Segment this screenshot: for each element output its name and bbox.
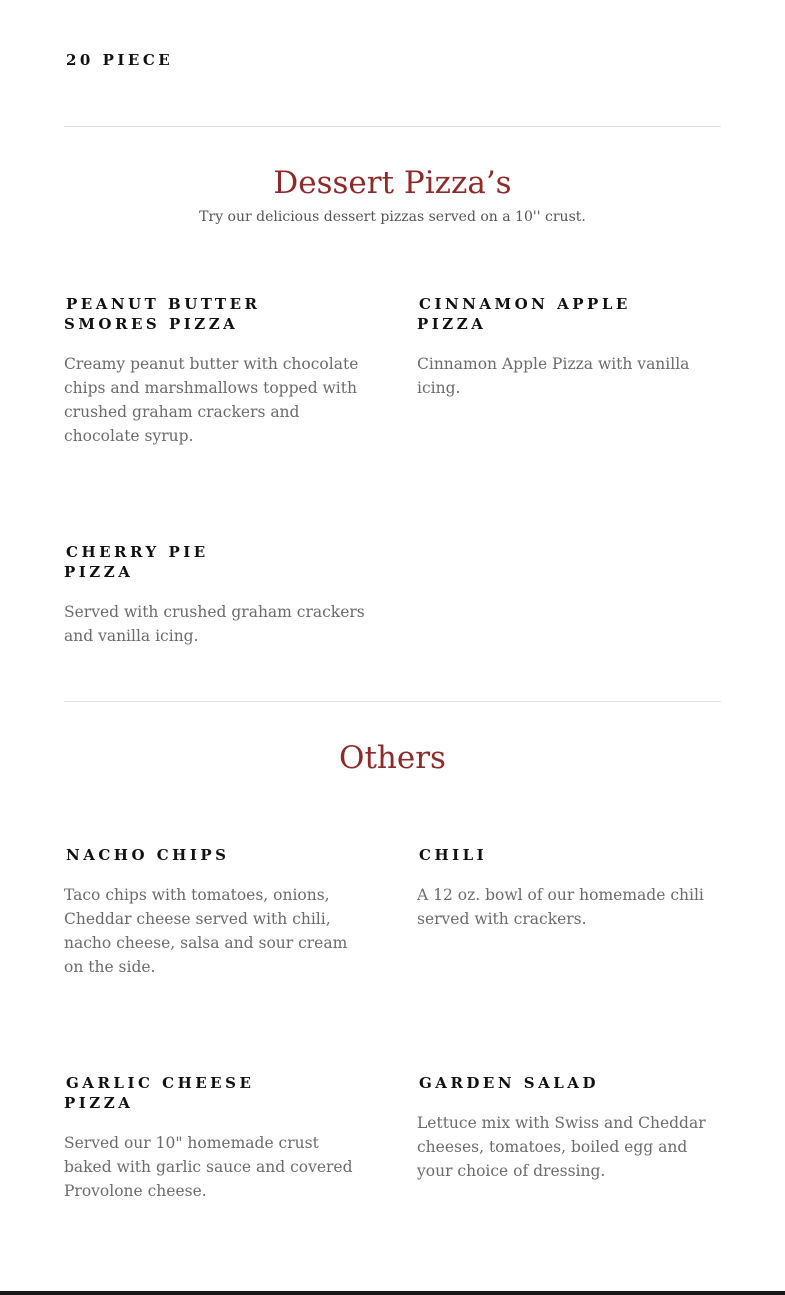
menu-item-title: CHILI: [419, 846, 488, 864]
menu-item-description: Served with crushed graham crackers and vanilla icing.: [64, 603, 365, 645]
menu-item-title-line: PIZZA: [64, 1094, 134, 1112]
menu-item-description: A 12 oz. bowl of our homemade chili served with crackers.: [417, 886, 704, 928]
section-divider: [64, 126, 721, 127]
menu-item-title-line: SMORES PIZZA: [64, 315, 239, 333]
section-title-dessert: Dessert Pizza’s: [273, 165, 512, 201]
menu-item-description: Lettuce mix with Swiss and Cheddar cheeses, tomatoes, boiled egg and your choice of dressing.: [417, 1114, 706, 1180]
menu-item-title-line: PEANUT BUTTER: [66, 295, 261, 313]
menu-item-title: [64, 294, 368, 334]
menu-item-description: Served our 10" homemade crust baked with garlic sauce and covered Provolone cheese.: [64, 1134, 353, 1200]
menu-item-garlic-cheese: [64, 1073, 368, 1203]
menu-item-description: Creamy peanut butter with chocolate chips and marshmallows topped with crushed graham crackers and chocolate syrup.: [64, 355, 359, 445]
menu-item-chili: [417, 845, 721, 931]
section-subtitle-dessert: Try our delicious dessert pizzas served on a 10'' crust.: [199, 209, 586, 225]
menu-item-title: [64, 1073, 368, 1113]
menu-item-description: Taco chips with tomatoes, onions, Cheddar cheese served with chili, nacho cheese, salsa and sour cream on the side.: [64, 886, 348, 976]
menu-item-cinnamon-apple: [417, 294, 721, 400]
section-divider: [64, 701, 721, 702]
menu-item-title: [64, 542, 368, 582]
menu-item-peanut-butter-smores: [64, 294, 368, 448]
menu-item-title: 20 PIECE: [66, 51, 174, 69]
menu-item-title: GARDEN SALAD: [419, 1074, 599, 1092]
menu-item-title: NACHO CHIPS: [66, 846, 230, 864]
menu-item-title-line: PIZZA: [417, 315, 487, 333]
menu-item-cherry-pie: [64, 542, 368, 648]
menu-item-title-line: CINNAMON APPLE: [419, 295, 631, 313]
menu-item-title: [417, 294, 721, 334]
menu-item-description: Cinnamon Apple Pizza with vanilla icing.: [417, 355, 690, 397]
menu-item-title-line: GARLIC CHEESE: [66, 1074, 255, 1092]
menu-item-nacho-chips: [64, 845, 368, 979]
menu-item-garden-salad: [417, 1073, 721, 1183]
menu-item-title-line: PIZZA: [64, 563, 134, 581]
menu-item-title-line: CHERRY PIE: [66, 543, 209, 561]
menu-item-20-piece: [64, 50, 173, 70]
footer-bar: [0, 1291, 785, 1295]
section-title-others: Others: [339, 740, 446, 776]
